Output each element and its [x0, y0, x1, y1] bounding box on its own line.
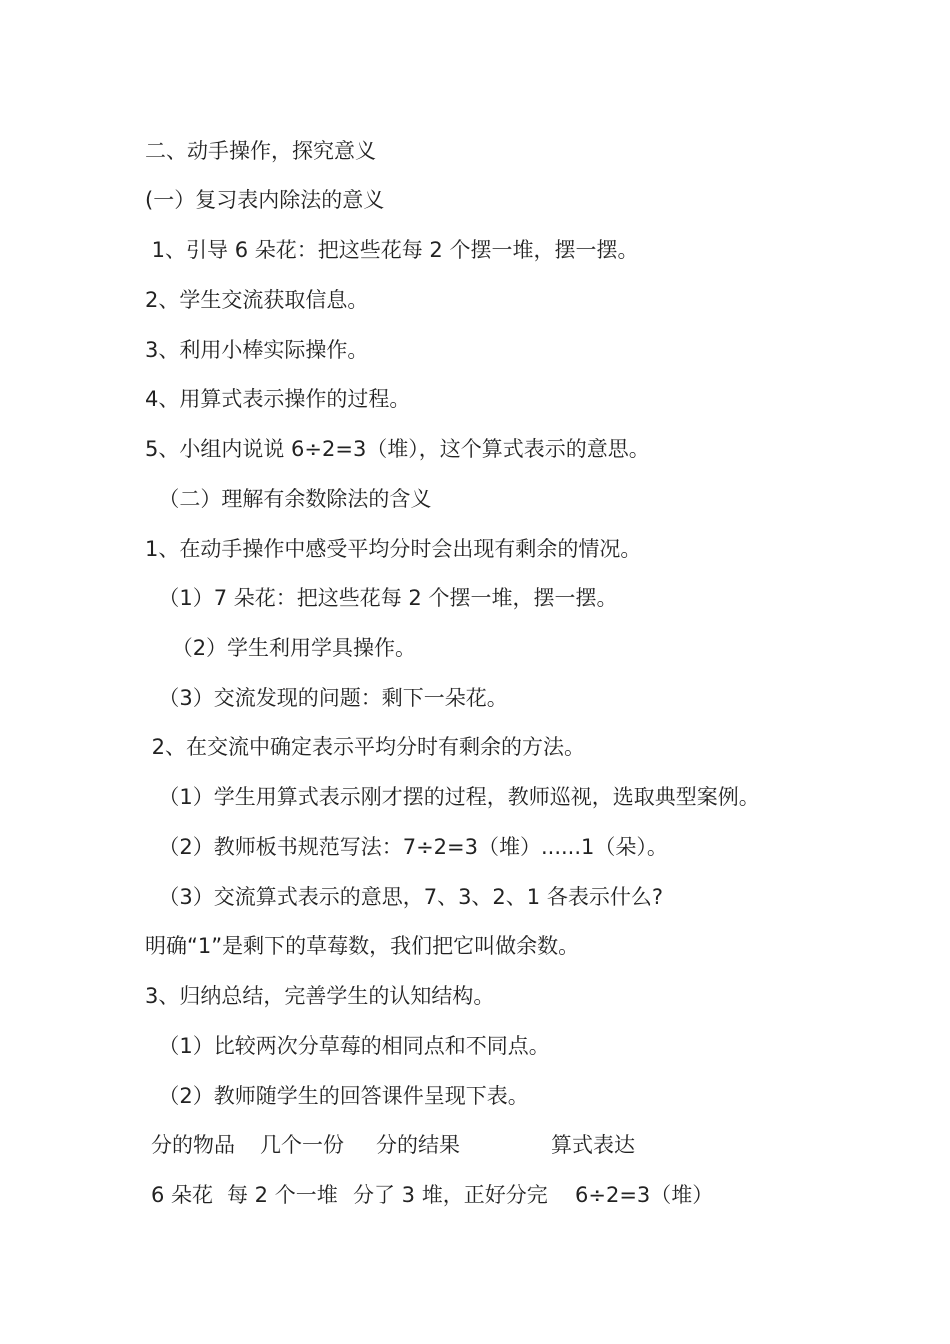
- paragraph-line: （2）教师随学生的回答课件呈现下表。: [145, 1084, 529, 1108]
- paragraph-line: 1、在动手操作中感受平均分时会出现有剩余的情况。: [145, 537, 642, 561]
- table-cell: 每 2 个一堆: [227, 1183, 338, 1207]
- paragraph-line: （3）交流发现的问题：剩下一朵花。: [145, 686, 508, 710]
- paragraph-line: （2）教师板书规范写法：7÷2=3（堆）......1（朵）。: [145, 835, 668, 859]
- paragraph-line: 3、归纳总结，完善学生的认知结构。: [145, 984, 495, 1008]
- paragraph-line: 1、引导 6 朵花：把这些花每 2 个摆一堆，摆一摆。: [145, 238, 639, 262]
- table-cell: 6÷2=3（堆）: [575, 1183, 714, 1207]
- paragraph-line: 3、利用小棒实际操作。: [145, 338, 369, 362]
- table-header-cell: 分的物品: [151, 1133, 235, 1157]
- paragraph-line: 明确“1”是剩下的草莓数，我们把它叫做余数。: [145, 934, 580, 958]
- subsection-heading: (一）复习表内除法的意义: [145, 188, 385, 212]
- paragraph-line: （3）交流算式表示的意思，7、3、2、1 各表示什么?: [145, 885, 663, 909]
- table-cell: 6 朵花: [151, 1183, 214, 1207]
- table-cell: 分了 3 堆，正好分完: [353, 1183, 548, 1207]
- paragraph-line: 2、在交流中确定表示平均分时有剩余的方法。: [145, 735, 586, 759]
- paragraph-line: 4、用算式表示操作的过程。: [145, 387, 411, 411]
- table-header-cell: 几个一份: [260, 1133, 344, 1157]
- paragraph-line: （1）学生用算式表示刚才摆的过程，教师巡视，选取典型案例。: [145, 785, 760, 809]
- paragraph-line: （2）学生利用学具操作。: [145, 636, 417, 660]
- paragraph-line: 2、学生交流获取信息。: [145, 288, 369, 312]
- table-header-cell: 分的结果: [376, 1133, 460, 1157]
- subsection-heading: （二）理解有余数除法的含义: [145, 487, 432, 511]
- paragraph-line: 5、小组内说说 6÷2=3（堆），这个算式表示的意思。: [145, 437, 650, 461]
- table-header-cell: 算式表达: [551, 1133, 635, 1157]
- paragraph-line: （1）7 朵花：把这些花每 2 个摆一堆，摆一摆。: [145, 586, 618, 610]
- paragraph-line: （1）比较两次分草莓的相同点和不同点。: [145, 1034, 550, 1058]
- section-heading: 二、动手操作，探究意义: [145, 139, 376, 163]
